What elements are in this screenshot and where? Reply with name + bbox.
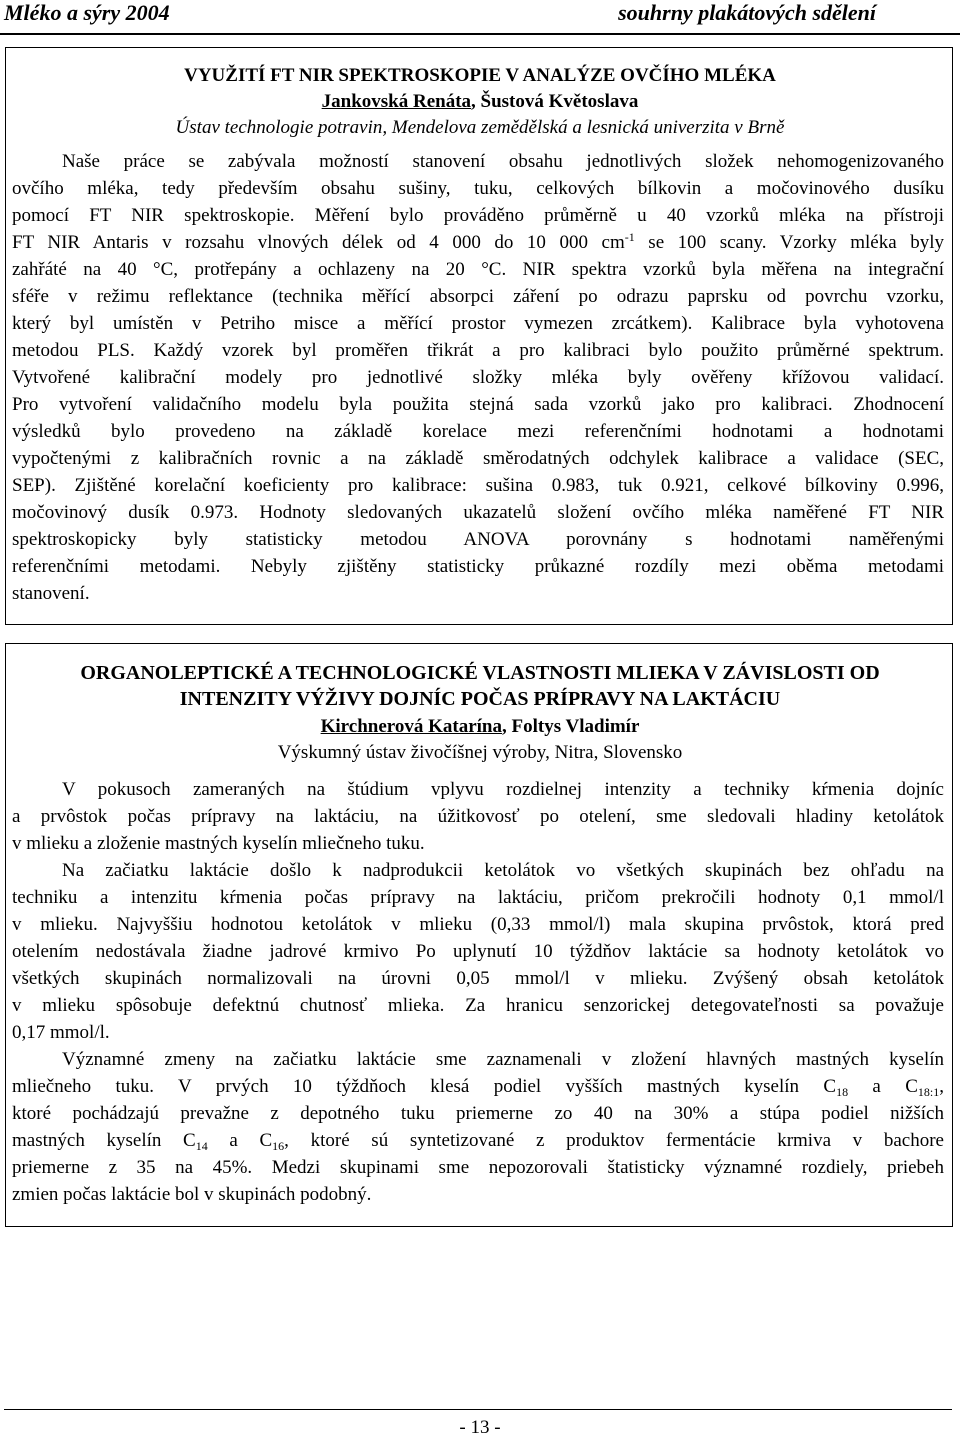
superscript: -1: [624, 230, 635, 244]
article-2-affiliation: Výskumný ústav živočíšnej výroby, Nitra, Slovensko: [277, 742, 683, 763]
article-1-line: Vytvořené kalibrační modely pro jednotlivé složky mléka byly ověřeny křížovou validací.: [12, 367, 944, 388]
text-run: a C: [848, 1076, 918, 1097]
article-1-line: metodou PLS. Každý vzorek byl proměřen třikrát a pro kalibraci bylo použito průměrné spektrum.: [12, 340, 944, 361]
article-2-line: techniku a intenzitu kŕmenia počas prípravy na laktáciu, pričom prekročili hodnoty 0,1 mmol/l: [12, 887, 944, 908]
article-2-line: V pokusoch zameraných na štúdium vplyvu rozdielnej intenzity a techniky kŕmenia dojníc: [62, 779, 944, 800]
article-1-line: pomocí FT NIR spektroskopie. Měření bylo prováděno průměrně u 40 vzorků mléka na přístroji: [12, 205, 944, 226]
article-2-line: Významné zmeny na začiatku laktácie sme zaznamenali v zložení hlavných mastných kyselín: [62, 1049, 944, 1070]
text-run: mliečneho tuku. V prvých 10 týždňoch klesá podiel vyšších mastných kyselín C: [12, 1076, 837, 1097]
article-1-line: Naše práce se zabývala možností stanovení obsahu jednotlivých složek nehomogenizovaného: [62, 151, 944, 172]
article-1-coauthors: , Šustová Květoslava: [471, 91, 639, 112]
article-1-presenting-author: Jankovská Renáta: [321, 91, 472, 112]
subscript: 14: [195, 1139, 208, 1153]
article-2-line: [12, 1074, 944, 1101]
abstract-box-2: [5, 643, 953, 1227]
footer-rule: [4, 1409, 952, 1410]
text-run: ,: [939, 1076, 944, 1097]
article-2-line: v mlieku a zloženie mastných kyselín mliečneho tuku.: [12, 833, 425, 854]
article-1-line: stanovení.: [12, 583, 90, 604]
article-1-line: výsledků bylo provedeno na základě korelace mezi referenčními hodnotami a hodnotami: [12, 421, 944, 442]
article-2-title-line-2: INTENZITY VÝŽIVY DOJNÍC POČAS PRÍPRAVY NA LAKTÁCIU: [179, 688, 781, 710]
subscript: 18:1: [917, 1085, 940, 1099]
article-2-title-line-1: ORGANOLEPTICKÉ A TECHNOLOGICKÉ VLASTNOSTI MLIEKA V ZÁVISLOSTI OD: [80, 662, 880, 684]
article-1-line: Pro vytvoření validačního modelu byla použita stejná sada vzorků jako pro kalibraci. Zhodnocení: [12, 394, 944, 415]
page-header: [0, 0, 960, 38]
article-2-line: v mlieku. Najvyššiu hodnotou ketolátok v mlieku (0,33 mmol/l) mala skupina prvôstok, ktorá pred: [12, 914, 944, 935]
article-2-line: a prvôstok počas prípravy na laktáciu, na úžitkovosť po otelení, sme sledovali hladiny ketolátok: [12, 806, 944, 827]
article-2-presenting-author: Kirchnerová Katarína: [320, 716, 502, 737]
article-1-line: vypočtenými z kalibračních rovnic a na základě směrodatných odchylek kalibrace a validace (SEC,: [12, 448, 944, 469]
article-1-authors: [6, 90, 954, 114]
article-1-line: zahřáté na 40 °C, protřepány a ochlazeny na 20 °C. NIR spektra vzorků byla měřena na integrační: [12, 259, 944, 280]
article-1-affiliation: Ústav technologie potravin, Mendelova zemědělská a lesnická univerzita v Brně: [175, 117, 785, 138]
article-2-line: Na začiatku laktácie došlo k nadprodukcii ketolátok vo všetkých skupinách bez ohľadu na: [62, 860, 944, 881]
article-2-line: priemerne z 35 na 45%. Medzi skupinami sme nepozorovali štatisticky významné rozdiely, priebeh: [12, 1157, 944, 1178]
article-2-line: 0,17 mmol/l.: [12, 1022, 110, 1043]
article-2-coauthors: , Foltys Vladimír: [501, 716, 640, 737]
header-section-title: souhrny plakátových sdělení: [618, 0, 876, 25]
header-rule: [0, 33, 960, 35]
article-1-line: který byl umístěn v Petriho misce a měřící prostor vymezen zrcátkem). Kalibrace byla vyhotovena: [12, 313, 944, 334]
article-1-line: spektroskopicky byly statisticky metodou ANOVA porovnány s hodnotami naměřenými: [12, 529, 944, 550]
article-2-line: [12, 1128, 944, 1155]
page-footer: [0, 1409, 960, 1438]
subscript: 16: [272, 1139, 285, 1153]
article-2-line: všetkých skupinách normalizovali na úrovni 0,05 mmol/l v mlieku. Zvýšený obsah ketolátok: [12, 968, 944, 989]
text-run: , ktoré sú syntetizované z produktov fermentácie krmiva v bachore: [284, 1130, 944, 1151]
article-1-line: referenčními metodami. Nebyly zjištěny statisticky průkazné rozdíly mezi oběma metodami: [12, 556, 944, 577]
text-run: FT NIR Antaris v rozsahu vlnových délek od 4 000 do 10 000 cm: [12, 232, 625, 253]
article-2-line: otelením nedostávala žiadne jadrové krmivo Po uplynutí 10 týždňov laktácie sa hodnoty ketolátok vo: [12, 941, 944, 962]
article-1-line: ovčího mléka, tedy především obsahu sušiny, tuku, celkových bílkovin a močovinového dusíku: [12, 178, 944, 199]
article-2-authors: [6, 715, 954, 739]
abstract-box-1: [5, 47, 953, 625]
article-2-line: ktoré pochádzajú prevažne z depotného tuku priemerne zo 40 na 30% a stúpa podiel nižších: [12, 1103, 944, 1124]
article-1-line: močovinový dusík 0.973. Hodnoty sledovaných ukazatelů složení ovčího mléka naměřené FT NIR: [12, 502, 944, 523]
article-1-line: SEP). Zjištěné korelační koeficienty pro kalibrace: sušina 0.983, tuk 0.921, celkové bílkoviny 0.996,: [12, 475, 944, 496]
subscript: 18: [836, 1085, 849, 1099]
article-1-title: VYUŽITÍ FT NIR SPEKTROSKOPIE V ANALÝZE OVČÍHO MLÉKA: [184, 65, 776, 86]
article-1-line: [12, 230, 944, 257]
page-number: - 13 -: [459, 1417, 501, 1438]
header-journal-title: Mléko a sýry 2004: [4, 0, 170, 25]
article-1-line: sféře v režimu reflektance (technika měřící absorpci záření po odrazu paprsku od povrchu vzorku,: [12, 286, 944, 307]
article-2-line: zmien počas laktácie bol v skupinách podobný.: [12, 1184, 372, 1205]
text-run: se 100 scany. Vzorky mléka byly: [634, 232, 944, 253]
text-run: mastných kyselín C: [12, 1130, 196, 1151]
text-run: a C: [207, 1130, 273, 1151]
article-2-line: v mlieku spôsobuje defektnú chutnosť mlieka. Za hranicu senzorickej detegovateľnosti sa považuje: [12, 995, 944, 1016]
